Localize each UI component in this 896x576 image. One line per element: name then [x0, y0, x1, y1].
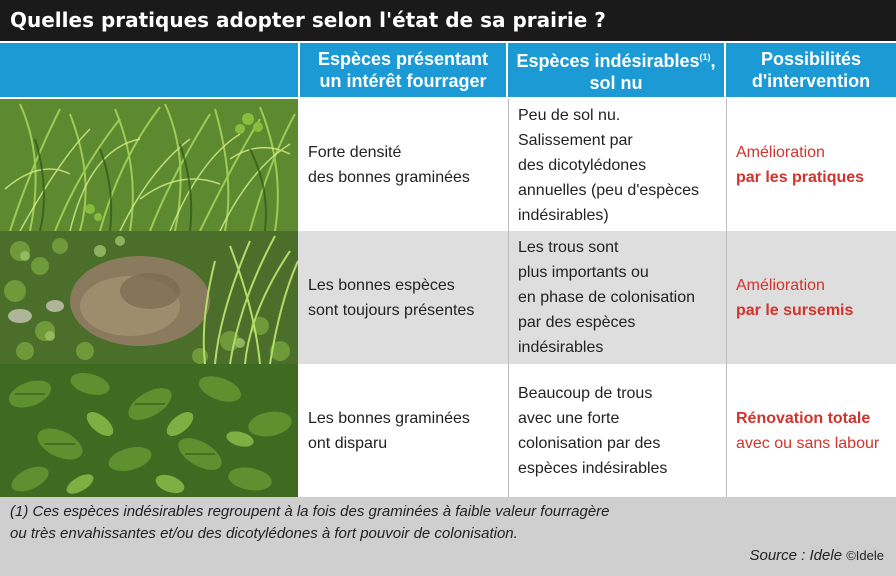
table-row: [0, 364, 896, 497]
cell-indesirables: [518, 231, 723, 364]
cell-text: par des espèces: [518, 314, 636, 331]
cell-text: espèces indésirables: [518, 459, 668, 477]
cell-text: des bonnes graminées: [308, 169, 470, 186]
copyright-text: ©Idele: [846, 548, 884, 563]
grass-photo-weeds: [0, 364, 298, 497]
cell-fourrager: [308, 99, 503, 231]
cell-text: colonisation par des: [518, 434, 661, 452]
grass-photo-patchy: [0, 231, 298, 364]
table-row: [0, 99, 896, 231]
intervention-text: avec ou sans labour: [736, 434, 880, 452]
cell-fourrager: [308, 364, 503, 497]
cell-text: plus importants ou: [518, 264, 649, 281]
cell-text: indésirables): [518, 206, 609, 224]
cell-text: annuelles (peu d'espèces: [518, 181, 699, 199]
cell-text: avec une forte: [518, 409, 620, 427]
intervention-text: Amélioration: [736, 276, 825, 294]
column-divider: [726, 231, 727, 364]
cell-intervention: [736, 231, 896, 364]
header-label: Espèces indésirables: [516, 51, 700, 71]
cell-text: ont disparu: [308, 434, 388, 452]
header-label: d'intervention: [751, 71, 871, 91]
cell-text: Salissement par: [518, 131, 633, 149]
cell-text: sont toujours présentes: [308, 301, 475, 319]
source-credit: [749, 547, 884, 564]
cell-text: des dicotylédones: [518, 156, 647, 174]
grass-photo-dense: [0, 99, 298, 231]
intervention-text-bold: Rénovation totale: [736, 409, 871, 427]
column-divider: [508, 99, 509, 231]
footnote: [0, 497, 896, 576]
cell-intervention: [736, 99, 896, 231]
footnote-line: ou très envahissantes et/ou des dicotylédones à fort pouvoir de colonisation.: [10, 525, 518, 542]
footnote-marker: (1): [699, 52, 711, 62]
cell-text: Beaucoup de trous: [518, 384, 653, 402]
intervention-text-bold: par le sursemis: [736, 301, 854, 319]
table-header: [0, 41, 896, 99]
cell-fourrager: [308, 231, 503, 364]
header-label: sol nu: [589, 73, 643, 93]
cell-indesirables: [518, 364, 723, 497]
header-label: un intérêt fourrager: [319, 71, 487, 91]
cell-intervention: [736, 364, 896, 497]
column-divider: [508, 364, 509, 497]
cell-text: Peu de sol nu.: [518, 106, 621, 124]
header-possibilites-intervention: [726, 43, 896, 97]
source-text: Source : Idele: [749, 547, 843, 564]
column-divider: [726, 364, 727, 497]
cell-text: Les bonnes graminées: [308, 409, 470, 427]
header-label: Espèces présentant: [317, 49, 489, 69]
cell-text: Les trous sont: [518, 239, 619, 256]
header-especes-indesirables: [508, 43, 724, 97]
header-label: Possibilités: [760, 49, 862, 69]
intervention-text: Amélioration: [736, 144, 825, 161]
cell-text: Les bonnes espèces: [308, 276, 455, 294]
intervention-text-bold: par les pratiques: [736, 169, 865, 186]
header-comma: ,: [710, 51, 716, 71]
cell-text: Forte densité: [308, 144, 402, 161]
cell-text: indésirables: [518, 339, 604, 356]
cell-text: en phase de colonisation: [518, 289, 696, 306]
column-divider: [508, 231, 509, 364]
header-photo-column: [0, 43, 298, 97]
header-especes-fourrager: [300, 43, 506, 97]
table-row: [0, 231, 896, 364]
column-divider: [726, 99, 727, 231]
footnote-line: (1) Ces espèces indésirables regroupent à la fois des graminées à faible valeur fourragère: [10, 503, 610, 520]
cell-indesirables: [518, 99, 723, 231]
page-title: Quelles pratiques adopter selon l'état de sa prairie ?: [0, 0, 896, 41]
